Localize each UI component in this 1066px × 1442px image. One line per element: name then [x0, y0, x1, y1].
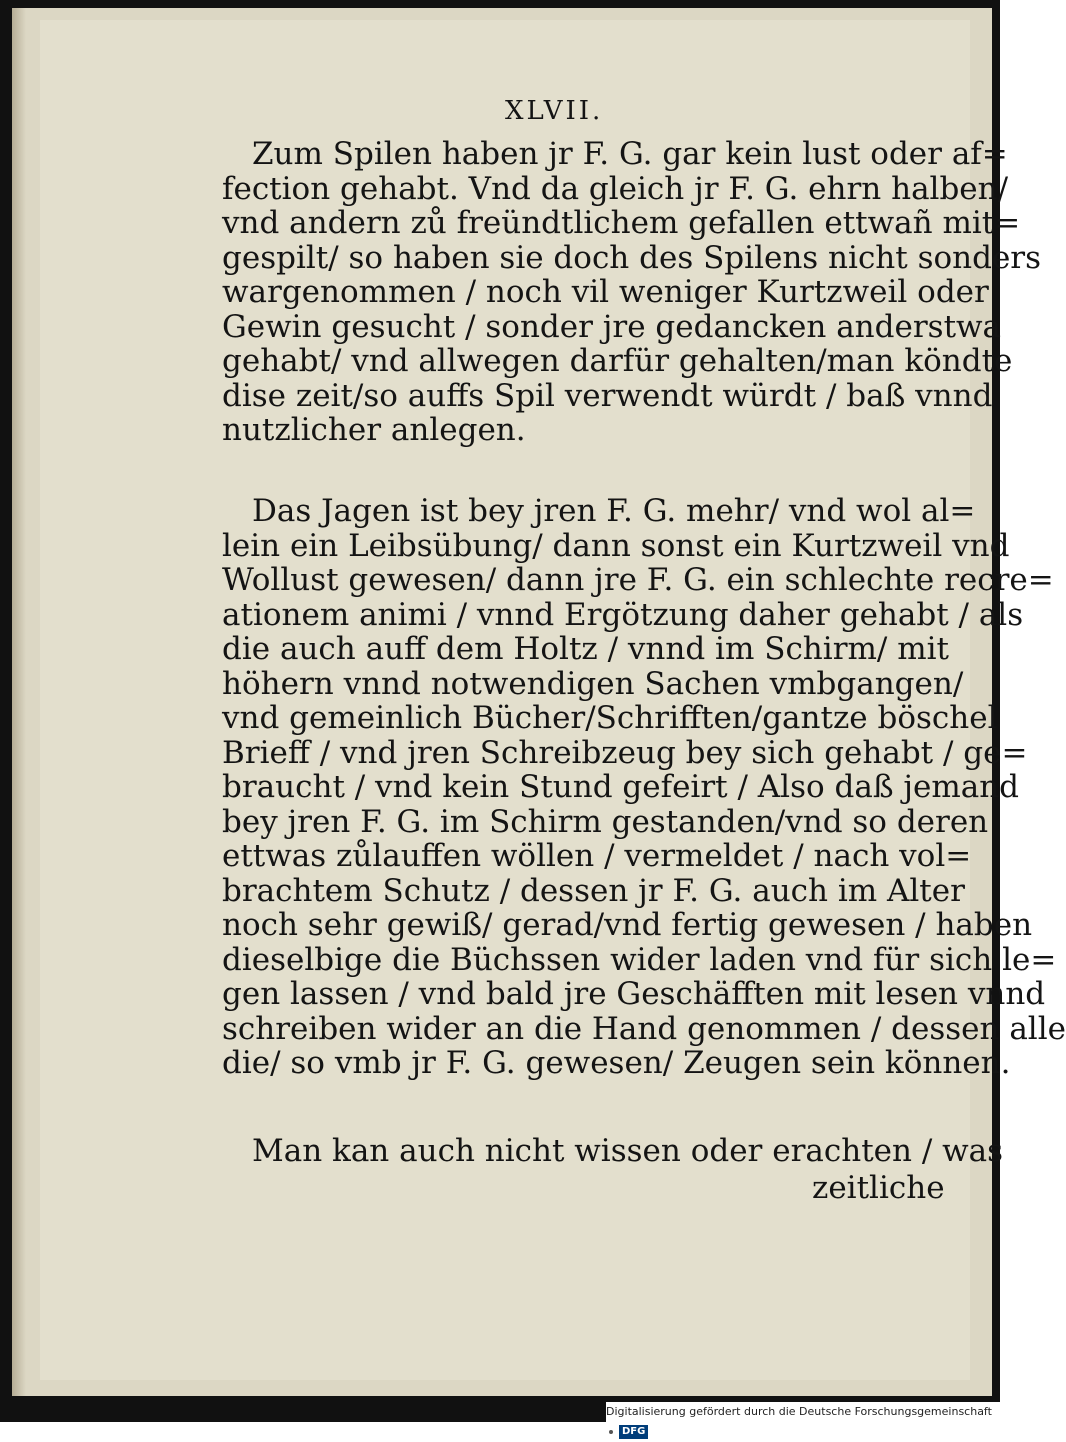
digitization-footer [606, 1402, 1000, 1437]
text-line: höhern vnnd notwendigen Sachen vmbgangen/ [222, 665, 964, 702]
catchword: zeitliche [812, 1170, 945, 1206]
text-line: nutzlicher anlegen. [222, 412, 526, 448]
page-gutter-shadow [12, 8, 26, 1396]
page-header-folio: XLVII. [505, 96, 604, 126]
text-line: gehabt/ vnd allwegen darfür gehalten/man köndte [222, 343, 1013, 379]
text-line: Gewin gesucht / sonder jre gedancken anderstwa [222, 308, 1002, 345]
text-line: ettwas zůlauffen wöllen / vermeldet / nach vol= [222, 838, 972, 874]
text-line: fection gehabt. Vnd da gleich jr F. G. ehrn halben/ [222, 170, 1009, 207]
text-line: Das Jagen ist bey jren F. G. mehr/ vnd wol al= [252, 493, 976, 529]
separator-dot [609, 1430, 613, 1434]
text-line: die/ so vmb jr F. G. gewesen/ Zeugen sein können. [222, 1045, 1011, 1081]
text-line: Brieff / vnd jren Schreibzeug bey sich gehabt / ge= [222, 734, 1028, 771]
text-line: vnd andern zů freündtlichem gefallen ettwañ mit= [222, 205, 1021, 241]
text-line: gen lassen / vnd bald jre Geschäfften mit lesen vnnd [222, 976, 1046, 1012]
text-line: gespilt/ so haben sie doch des Spilens nicht sonders [222, 239, 1042, 276]
footer-credit-text: Digitalisierung gefördert durch die Deutsche Forschungsgemeinschaft [606, 1405, 992, 1418]
text-line: schreiben wider an die Hand genommen / dessen alle [222, 1010, 1066, 1047]
paragraph-2 [222, 493, 1066, 1081]
text-line: Man kan auch nicht wissen oder erachten / was [252, 1133, 1004, 1169]
text-line: die auch auff dem Holtz / vnnd im Schirm/ mit [222, 631, 949, 667]
text-line: wargenommen / noch vil weniger Kurtzweil oder [222, 274, 989, 310]
text-line: Zum Spilen haben jr F. G. gar kein lust oder af= [252, 136, 1008, 172]
text-line: braucht / vnd kein Stund gefeirt / Also daß jemand [222, 769, 1020, 805]
text-line: vnd gemeinlich Bücher/Schrifften/gantze böschel [222, 700, 998, 736]
dfg-logo: DFG [619, 1425, 648, 1439]
text-line: Wollust gewesen/ dann jre F. G. ein schlechte recre= [222, 562, 1054, 598]
text-line: dise zeit/so auffs Spil verwendt würdt / baß vnnd [222, 377, 993, 414]
paragraph-1 [222, 136, 1042, 448]
text-line: ationem animi / vnnd Ergötzung daher gehabt / als [222, 596, 1024, 633]
text-line: noch sehr gewiß/ gerad/vnd fertig gewesen / haben [222, 907, 1033, 943]
text-line: bey jren F. G. im Schirm gestanden/vnd so deren [222, 803, 989, 840]
text-line: brachtem Schutz / dessen jr F. G. auch im Alter [222, 872, 965, 909]
text-line: dieselbige die Büchssen wider laden vnd für sich le= [222, 941, 1057, 978]
text-line: lein ein Leibsübung/ dann sonst ein Kurtzweil vnd [222, 527, 1010, 564]
paragraph-3 [222, 1133, 1004, 1169]
